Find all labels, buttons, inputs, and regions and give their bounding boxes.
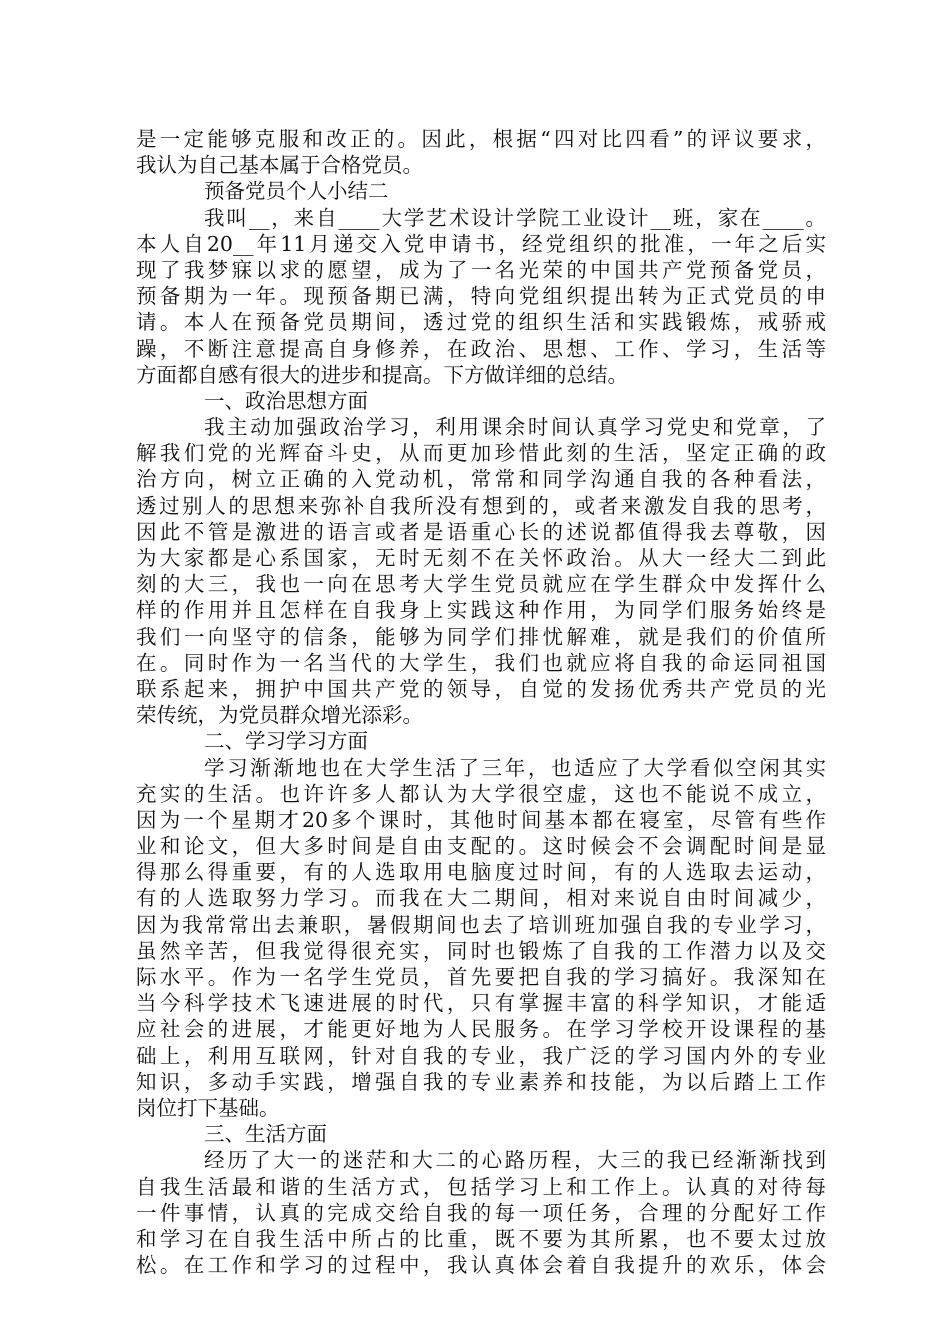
text-line: 联系起来，拥护中国共产党的领导，自觉的发扬优秀共产党员的光 (136, 676, 826, 701)
text-line: 一件事情，认真的完成交给自我的每一项任务，合理的分配好工作 (136, 1200, 826, 1225)
text-line: 得那么得重要，有的人选取用电脑度过时间，有的人选取去运动， (136, 860, 826, 885)
text-line: 躁，不断注意提高自身修养，在政治、思想、工作、学习，生活等 (136, 336, 826, 361)
text-line: 我们一向坚守的信条，能够为同学们排忧解难，就是我们的价值所 (136, 624, 826, 649)
text-line: 透过别人的思想来弥补自我所没有想到的，或者来激发自我的思考， (136, 493, 826, 518)
text-line: 际水平。作为一名学生党员，首先要把自我的学习搞好。我深知在 (136, 965, 826, 989)
text-line: 现了我梦寐以求的愿望，成为了一名光荣的中国共产党预备党员， (136, 257, 826, 282)
paragraph-last-line: 荣传统，为党员群众增光添彩。 (136, 703, 423, 728)
text-line: 充实的生活。也许许多人都认为大学很空虚，这也不能说不成立， (136, 781, 826, 806)
section-heading: 预备党员个人小结二 (204, 179, 389, 204)
text-line: 业和论文，但大多时间是自由支配的。这时候会不会调配时间是显 (136, 834, 826, 859)
text-line: 在。同时作为一名当代的大学生，我们也就应将自我的命运同祖国 (136, 650, 826, 675)
section-heading: 三、生活方面 (204, 1122, 327, 1147)
text-line: 解我们党的光辉奋斗史，从而更加珍惜此刻的生活，坚定正确的政 (136, 441, 826, 466)
paragraph-first-line: 我主动加强政治学习，利用课余时间认真学习党史和党章，了 (204, 415, 826, 440)
text-line: 自我生活最和谐的生活方式，包括学习上和工作上。认真的对待每 (136, 1174, 826, 1199)
paragraph-last-line: 方面都自感有很大的进步和提高。下方做详细的总结。 (136, 362, 628, 387)
text-line: 知识，多动手实践，增强自我的专业素养和技能，为以后踏上工作 (136, 1069, 826, 1094)
text-line: 本人自20__年11月递交入党申请书，经党组织的批准，一年之后实 (136, 231, 826, 256)
text-line: 虽然辛苦，但我觉得很充实，同时也锻炼了自我的工作潜力以及交 (136, 938, 826, 963)
text-line: 刻的大三，我也一向在思考大学生党员就应在学生群众中发挥什么 (136, 572, 826, 597)
text-line: 因为一个星期才20多个课时，其他时间基本都在寝室，尽管有些作 (136, 807, 826, 832)
text-line: 础上，利用互联网，针对自我的专业，我广泛的学习国内外的专业 (136, 1043, 826, 1068)
document-page (136, 126, 826, 1278)
paragraph-first-line: 学习渐渐地也在大学生活了三年，也适应了大学看似空闲其实 (204, 755, 826, 780)
text-line: 当今科学技术飞速进展的时代，只有掌握丰富的科学知识，才能适 (136, 991, 826, 1016)
text-line: 松。在工作和学习的过程中，我认真体会着自我提升的欢乐，体会 (136, 1253, 826, 1278)
paragraph-last-line: 我认为自己基本属于合格党员。 (136, 153, 423, 178)
text-line: 和学习在自我生活中所占的比重，既不要为其所累，也不要太过放 (136, 1226, 826, 1251)
text-line: 因此不管是激进的语言或者是语重心长的述说都值得我去尊敬，因 (136, 519, 826, 544)
document-body (136, 126, 826, 1278)
section-heading: 二、学习学习方面 (204, 729, 368, 754)
text-line: 应社会的进展，才能更好地为人民服务。在学习学校开设课程的基 (136, 1017, 826, 1042)
paragraph-last-line: 岗位打下基础。 (136, 1095, 280, 1120)
text-line: 是一定能够克服和改正的。因此，根据“四对比四看”的评议要求， (136, 127, 826, 151)
text-line: 有的人选取努力学习。而我在大二期间，相对来说自由时间减少， (136, 886, 826, 911)
text-line: 预备期为一年。现预备期已满，特向党组织提出转为正式党员的申 (136, 284, 826, 309)
paragraph-first-line: 经历了大一的迷茫和大二的心路历程，大三的我已经渐渐找到 (204, 1148, 826, 1173)
text-line: 请。本人在预备党员期间，透过党的组织生活和实践锻炼，戒骄戒 (136, 310, 826, 335)
text-line: 为大家都是心系国家，无时无刻不在关怀政治。从大一经大二到此 (136, 546, 826, 570)
text-line: 治方向，树立正确的入党动机，常常和同学沟通自我的各种看法， (136, 467, 826, 492)
paragraph-first-line: 我叫__，来自____大学艺术设计学院工业设计__班，家在____。 (204, 205, 826, 230)
text-line: 样的作用并且怎样在自我身上实践这种作用，为同学们服务始终是 (136, 598, 826, 623)
section-heading: 一、政治思想方面 (204, 388, 368, 413)
text-line: 因为我常常出去兼职，暑假期间也去了培训班加强自我的专业学习， (136, 912, 826, 937)
